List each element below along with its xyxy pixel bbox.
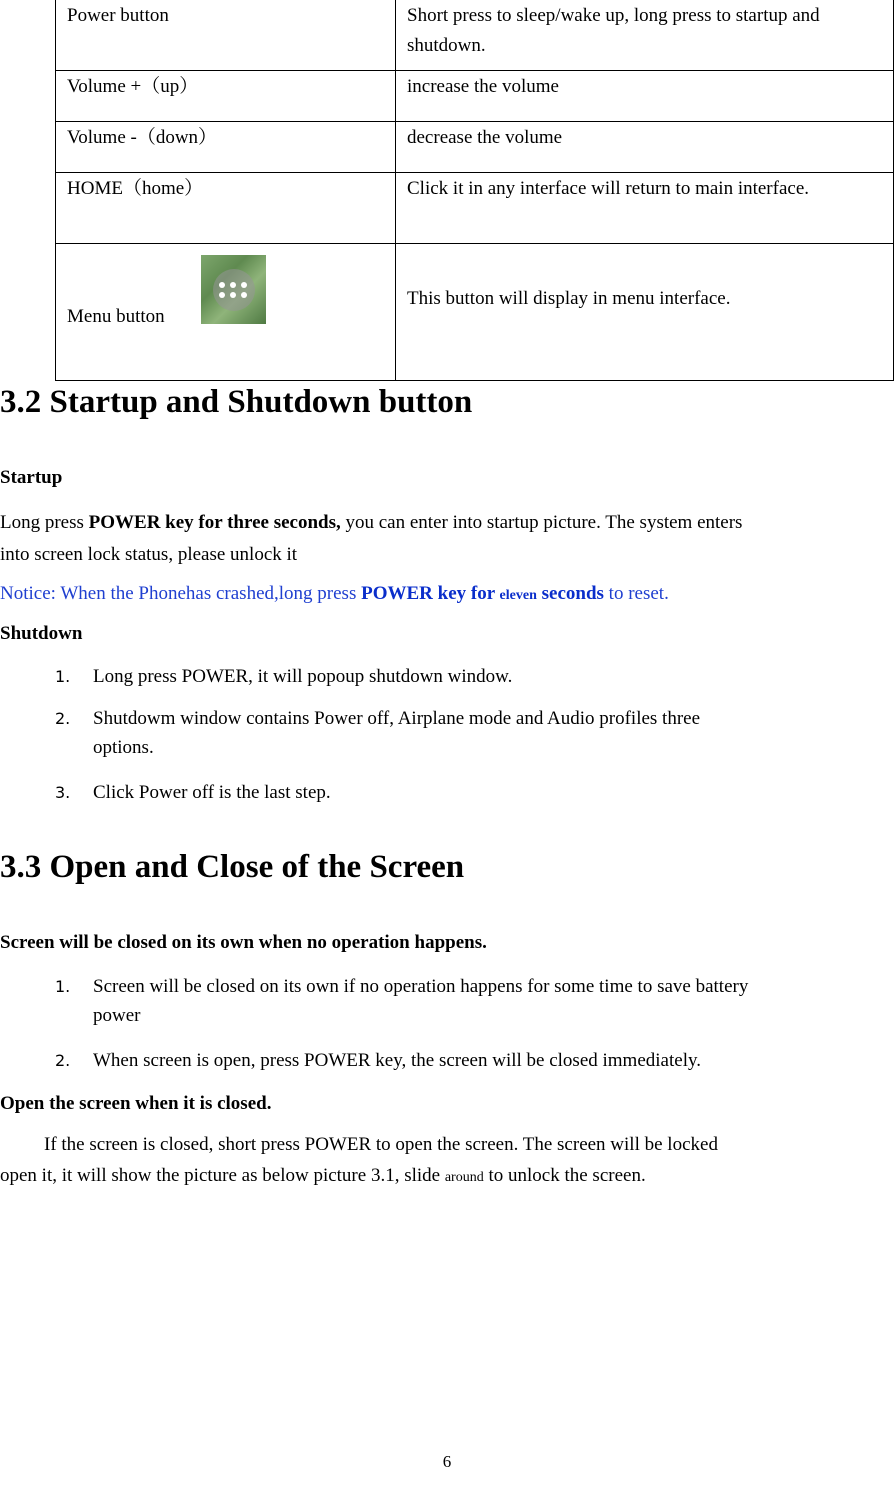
screen-closed-label: Screen will be closed on its own when no operation happens. bbox=[0, 932, 487, 953]
page-number: 6 bbox=[442, 1452, 452, 1471]
menu-button-label: Menu button bbox=[67, 306, 165, 327]
open-screen-label: Open the screen when it is closed. bbox=[0, 1093, 272, 1114]
section-heading-screen: 3.3 Open and Close of the Screen bbox=[0, 849, 465, 885]
desc-cell: This button will display in menu interface. bbox=[396, 244, 894, 381]
table-row bbox=[56, 244, 894, 381]
key-cell: Volume -（down） bbox=[56, 122, 396, 173]
desc-cell: Short press to sleep/wake up, long press to startup and shutdown. bbox=[396, 0, 894, 71]
startup-paragraph-2: into screen lock status, please unlock it bbox=[0, 544, 298, 565]
notice-text: Notice: When the Phonehas crashed,long press POWER key for eleven seconds to reset. bbox=[0, 583, 669, 604]
shutdown-label: Shutdown bbox=[0, 623, 83, 644]
key-function-table bbox=[55, 0, 894, 381]
key-cell bbox=[56, 244, 396, 381]
desc-cell: decrease the volume bbox=[396, 122, 894, 173]
document-page: Power button Short press to sleep/wake up, long press to startup and shutdown. Volume +（up） increase the volume Volume -（down） decrease the volume HOME（home） Click it in any interface will return to main interface. Menu button This button will display in menu interface. 3.2 Startup and Shutdown button Startup Long press POWER key for three seconds, you can enter into startup picture. The system enters into screen lock status, please unlock it Notice: When the Phonehas crashed,long press POWER key for eleven seconds to reset. Shutdown 1. Long press POWER, it will popoup shutdown window. 2. Shutdowm window contains Power off, Airplane mode and Audio profiles three options. 3. Click Power off is the last step. 3.3 Open and Close of the Screen Screen will be closed on its own when no operation happens. 1. Screen will be closed on its own if no operation happens for some time to save battery power 2. When screen is open, press POWER key, the screen will be closed immediately. Open the screen when it is closed. If the screen is closed, short press POWER to open the screen. The screen will be locked open it, it will show the picture as below picture 3.1, slide around to unlock the screen. 6 bbox=[0, 0, 894, 1495]
table-row bbox=[56, 173, 894, 244]
table-row bbox=[56, 122, 894, 173]
startup-paragraph: Long press POWER key for three seconds, you can enter into startup picture. The system enters bbox=[0, 512, 743, 533]
section-heading-startup: 3.2 Startup and Shutdown button bbox=[0, 384, 473, 420]
desc-cell: increase the volume bbox=[396, 71, 894, 122]
table-row bbox=[56, 71, 894, 122]
startup-label: Startup bbox=[0, 467, 63, 488]
table-row bbox=[56, 0, 894, 71]
menu-grid-icon bbox=[201, 255, 266, 324]
key-cell: Power button bbox=[56, 0, 396, 71]
key-cell: HOME（home） bbox=[56, 173, 396, 244]
open-screen-paragraph-2: open it, it will show the picture as below picture 3.1, slide around to unlock the screen. bbox=[0, 1165, 646, 1186]
key-cell: Volume +（up） bbox=[56, 71, 396, 122]
open-screen-paragraph: If the screen is closed, short press POWER to open the screen. The screen will be locked bbox=[44, 1134, 718, 1155]
desc-cell: Click it in any interface will return to main interface. bbox=[396, 173, 894, 244]
